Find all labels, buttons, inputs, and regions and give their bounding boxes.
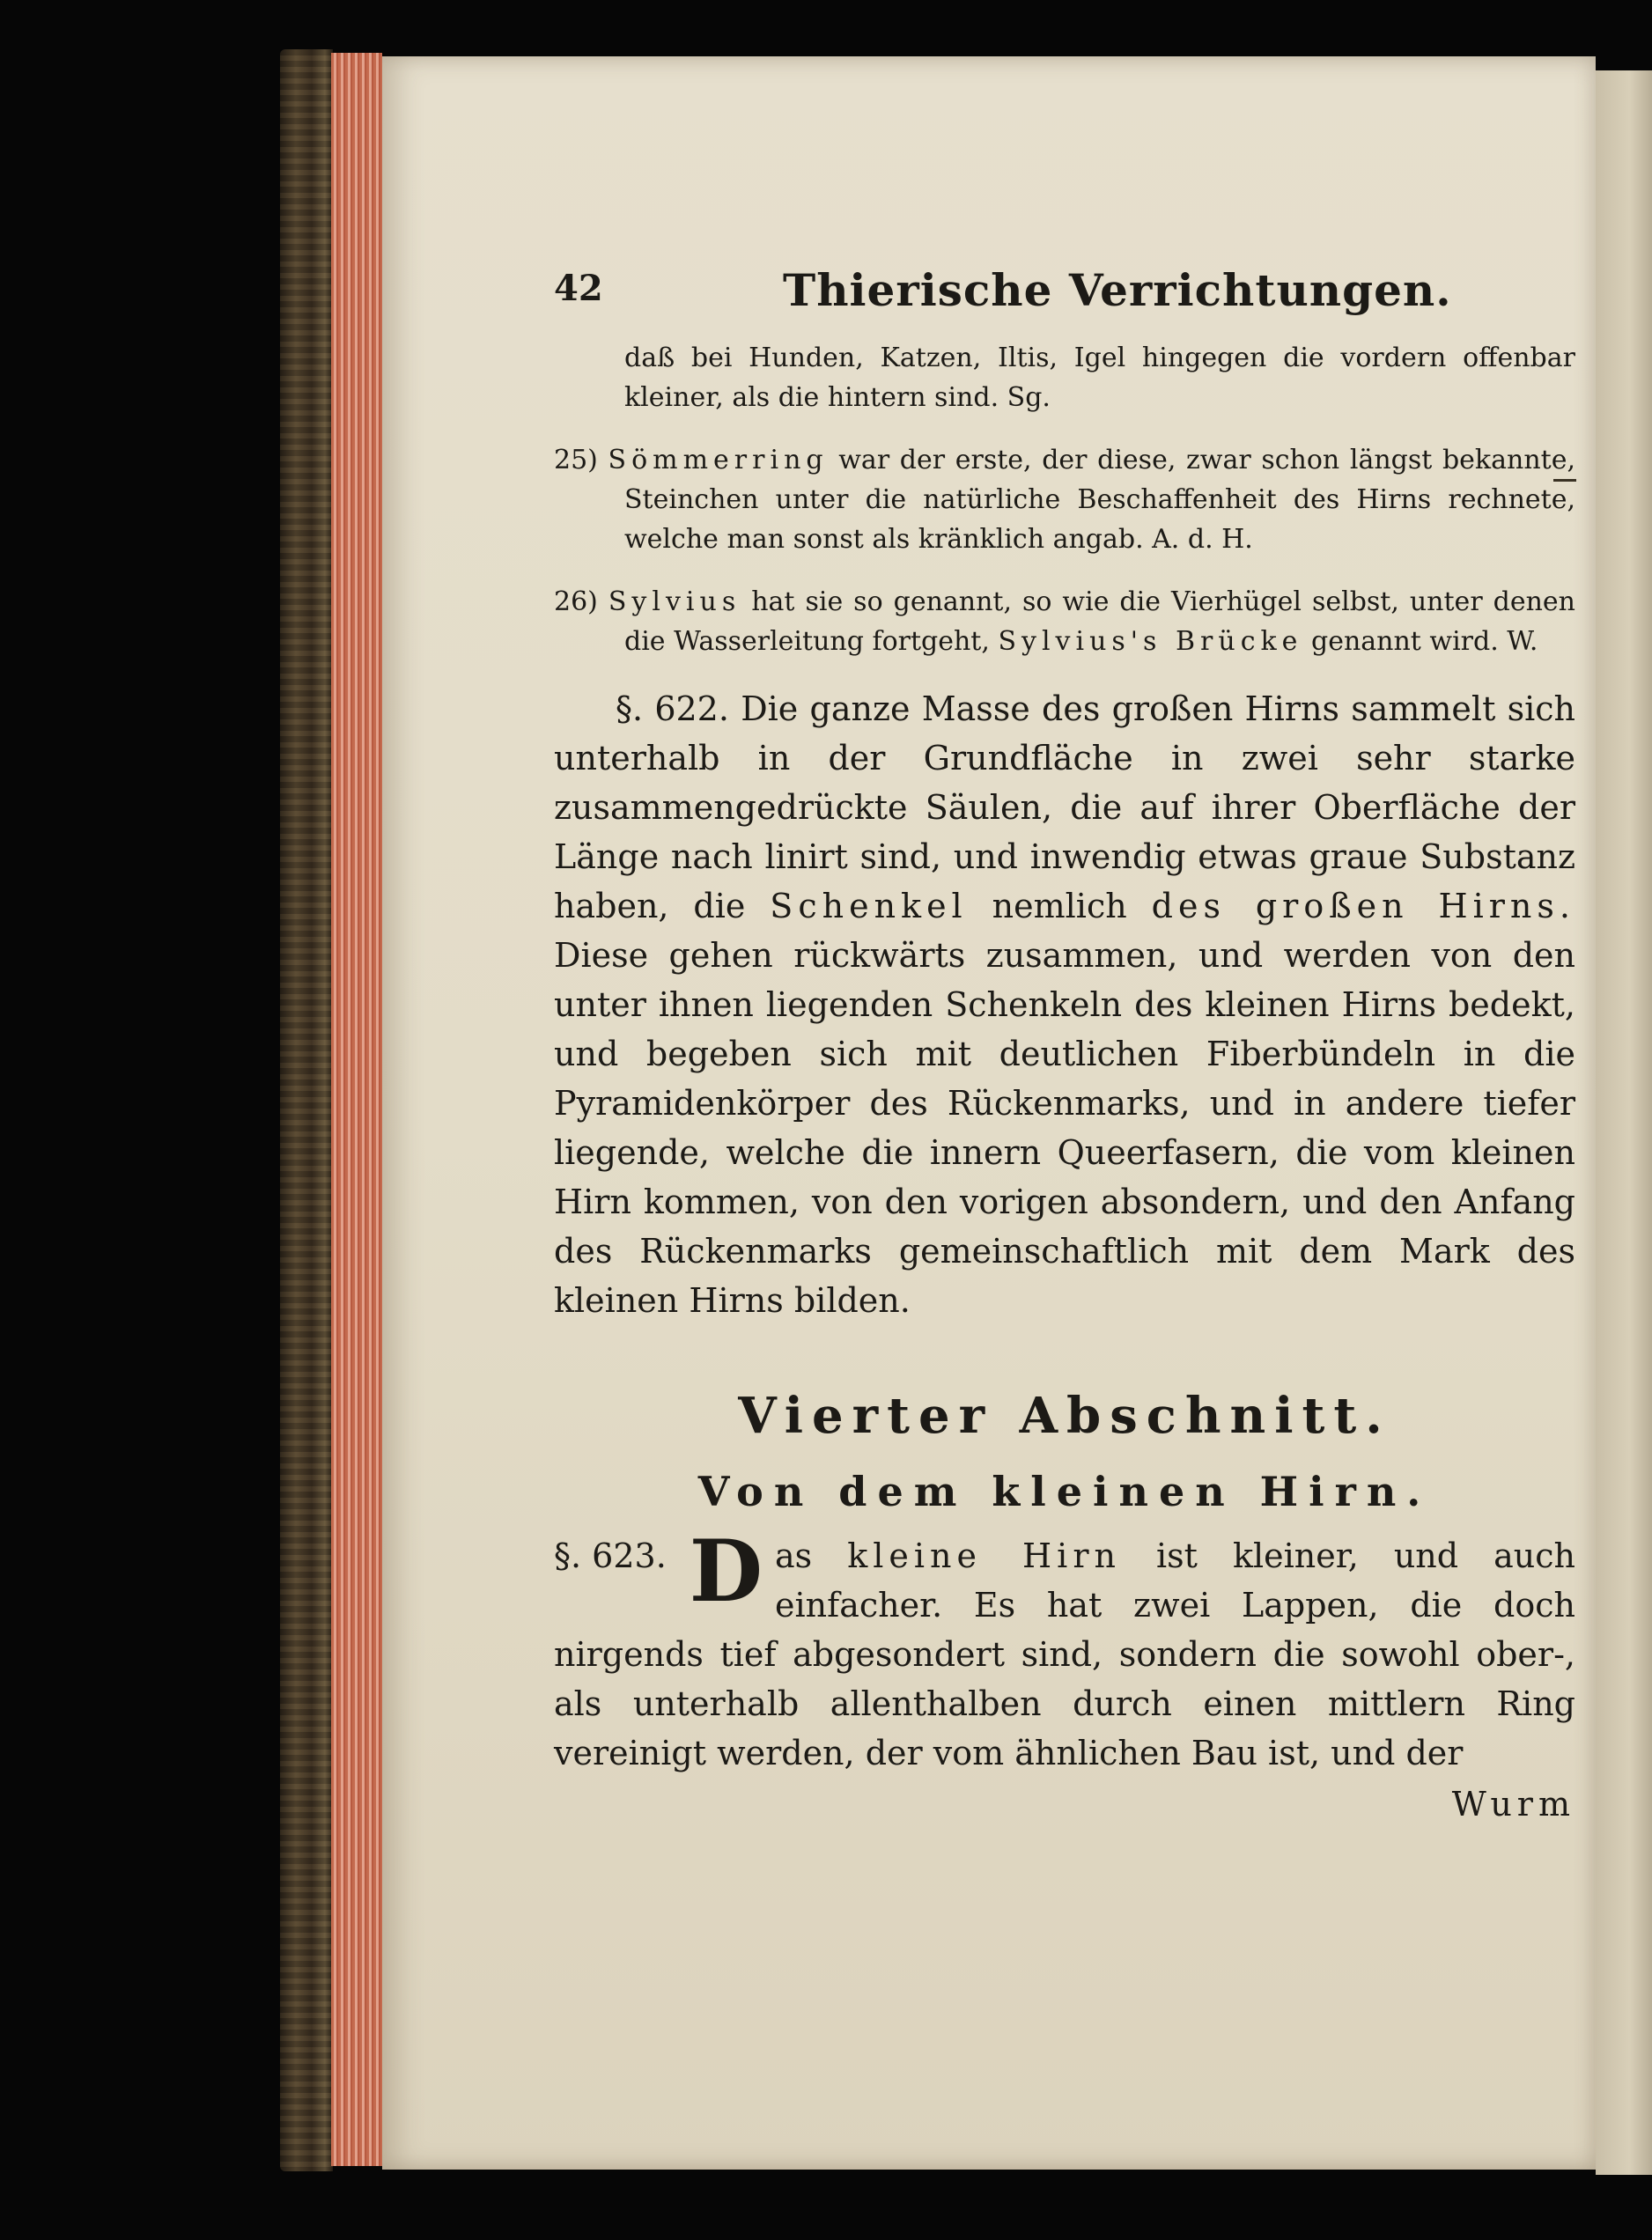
drop-cap: D xyxy=(689,1522,763,1621)
footnote-25-number: 25) xyxy=(554,445,598,475)
footnote-continued: daß bei Hunden, Katzen, Iltis, Igel hingegen die vordern offenbar kleiner, als die hintern sind. Sg. xyxy=(624,343,1575,413)
footnote-26-name: Sylvius xyxy=(608,586,741,617)
paragraph-622 xyxy=(554,684,1575,1325)
footnote-26-number: 26) xyxy=(554,586,598,617)
section-subtitle: Von dem kleinen Hirn. xyxy=(697,1468,1432,1515)
next-page-edge xyxy=(1596,70,1652,2175)
paragraph-623-lead: as xyxy=(775,1536,813,1575)
footnote-25 xyxy=(554,440,1575,559)
paragraph-623 xyxy=(554,1522,1575,1778)
page-content xyxy=(554,264,1575,1829)
page-edges-red xyxy=(331,53,382,2166)
book-spine-edge xyxy=(280,49,333,2171)
paragraph-622-label: §. 622. xyxy=(616,689,729,728)
footnote-26-text-b: genannt wird. W. xyxy=(1310,626,1538,657)
paragraph-622-text-c: Diese gehen rückwärts zusammen, und werden von den unter ihnen liegenden Schenkeln des kleinen Hirns bedekt, und begeben sich mit deutlichen Fiberbündeln in die Pyramidenkörper des Rückenmarks, und in andere tiefer liegende, welche die innern Queerfasern, die vom kleinen Hirn kommen, von den vorigen absondern, und den Anfang des Rückenmarks gemeinschaftlich mit dem Mark des kleinen Hirns bilden. xyxy=(554,936,1575,1320)
book-page xyxy=(382,56,1596,2170)
footnote-25-name: Sömmerring xyxy=(608,445,829,475)
footnote-26-text-a: hat sie so genannt, so wie die Vierhügel selbst, unter denen die Wasserleitung fortgeht, xyxy=(624,586,1575,657)
catchword: Wurm xyxy=(1451,1785,1575,1824)
paragraph-622-spaced-2: des großen Hirns. xyxy=(1151,887,1575,925)
section-title: Vierter Abschnitt. xyxy=(738,1387,1391,1445)
paragraph-622-text-b: nemlich xyxy=(992,887,1127,925)
paragraph-622-spaced: Schenkel xyxy=(770,887,968,925)
paragraph-623-text: ist kleiner, und auch einfacher. Es hat zwei Lappen, die doch nirgends tief abgesondert sind, sondern die sowohl ober-, als unterhalb allenthalben durch einen mittlern Ring vereinigt werden, der vom ähnlichen Bau ist, und der xyxy=(554,1536,1575,1772)
paragraph-622-text-a: Die ganze Masse des großen Hirns sammelt sich unterhalb in der Grundfläche in zwei sehr starke zusammengedrückte Säulen, die auf ihrer Oberfläche der Länge nach linirt sind, und inwendig etwas graue Substanz haben, die xyxy=(554,689,1575,925)
paragraph-623-lead-spaced: kleine Hirn xyxy=(847,1536,1121,1575)
paragraph-623-label: §. 623. xyxy=(554,1536,667,1575)
running-title: Thierische Verrichtungen. xyxy=(783,264,1452,316)
footnote-26-name-2: Sylvius's Brücke xyxy=(998,626,1303,657)
footnote-26 xyxy=(554,582,1575,661)
footnote-25-text: war der erste, der diese, zwar schon längst bekannte, Steinchen unter die natürliche Beschaffenheit des Hirns rechnete, welche man sonst als kränklich angab. A. d. H. xyxy=(624,445,1575,555)
page-header xyxy=(554,264,1575,338)
page-number: 42 xyxy=(554,268,603,309)
